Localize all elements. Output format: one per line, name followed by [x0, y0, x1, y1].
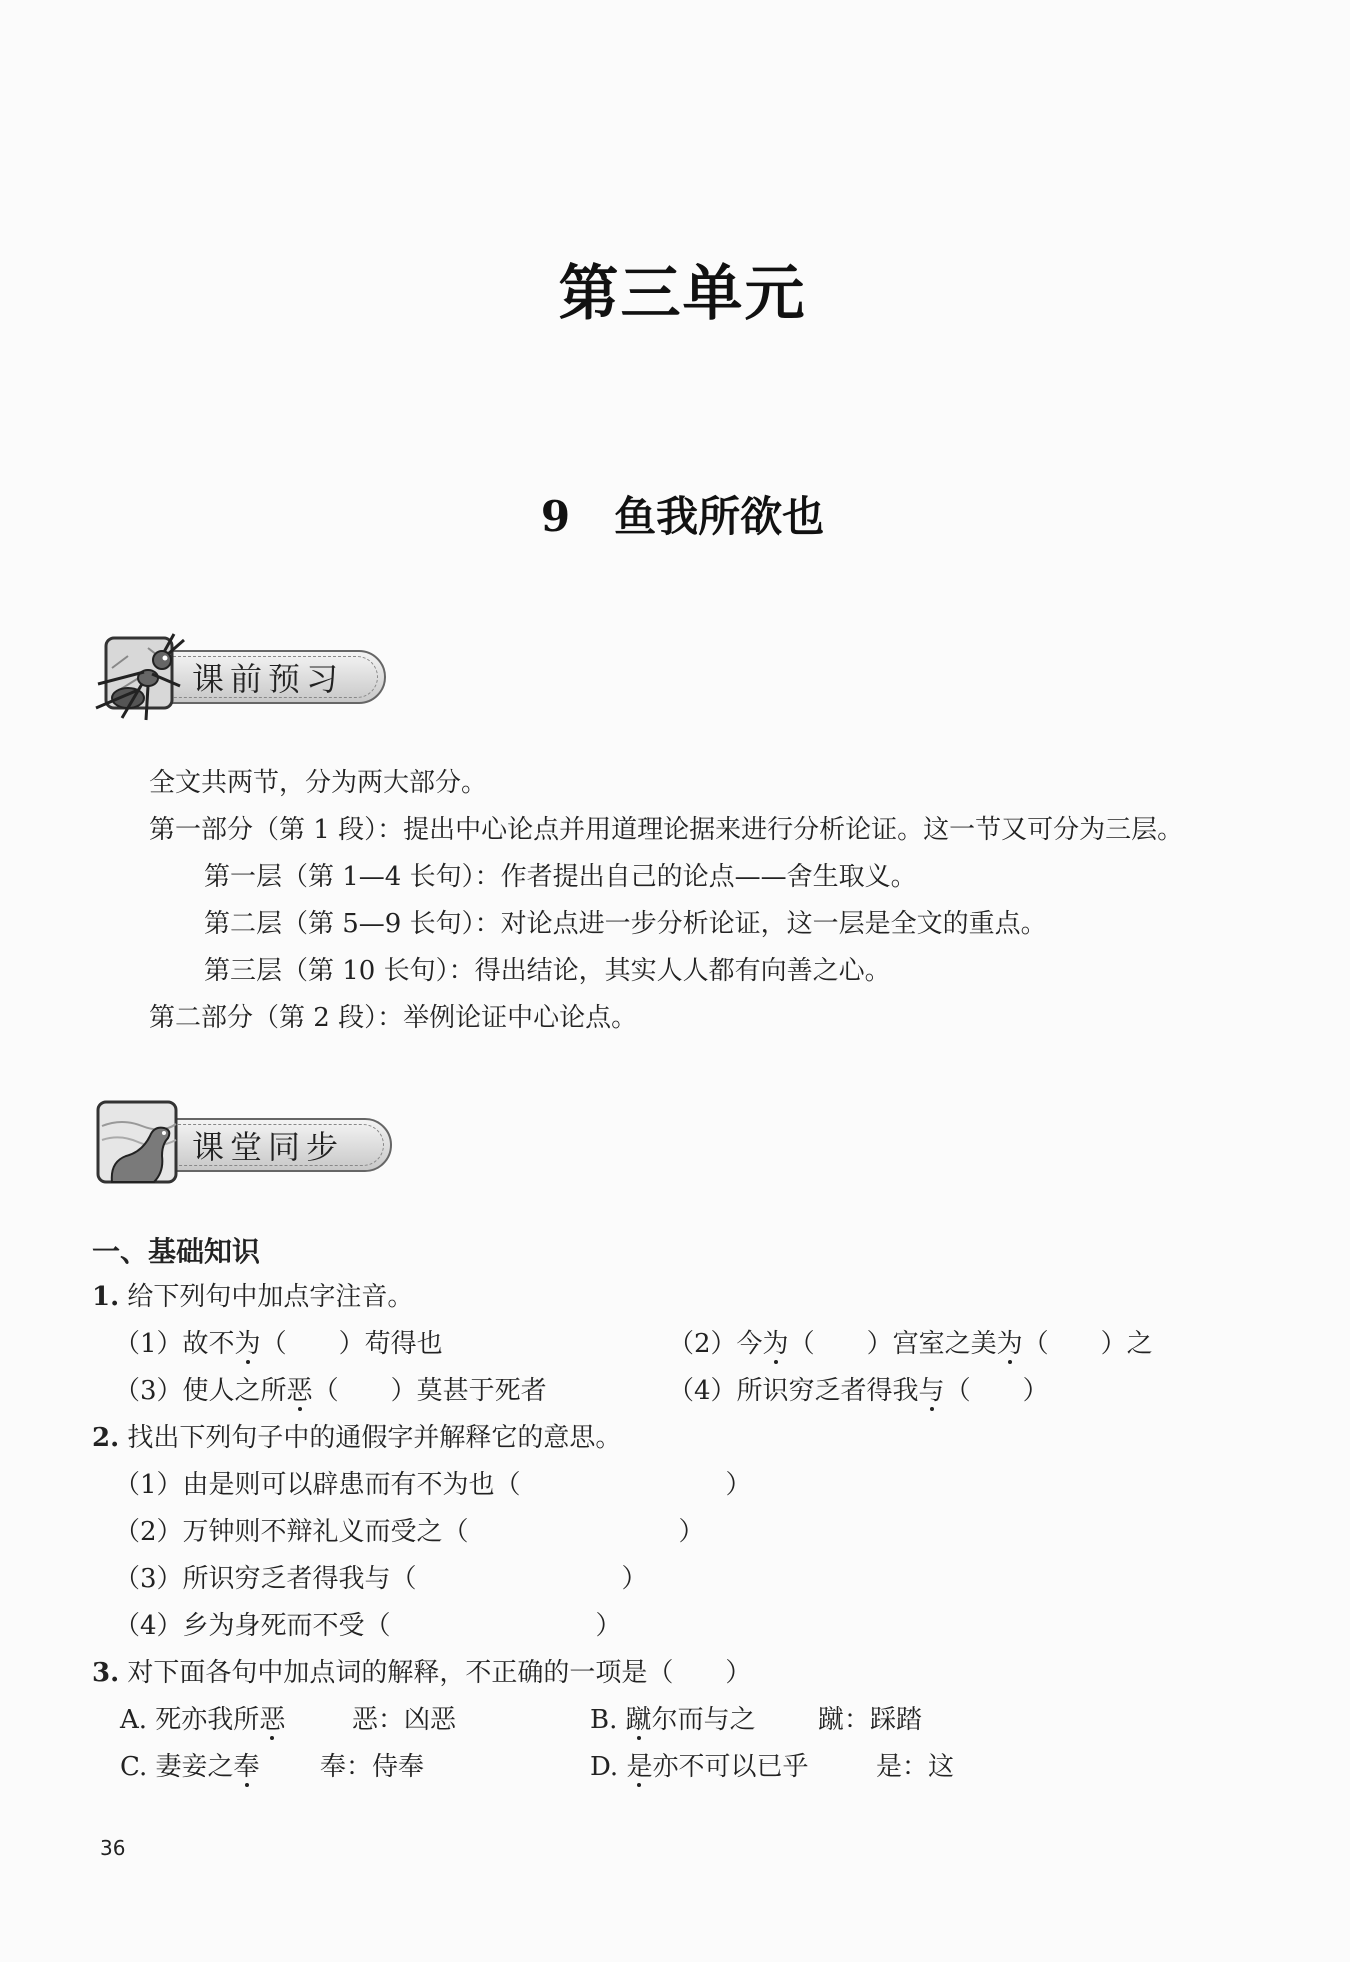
q2-item-2 — [114, 1509, 705, 1556]
preview-line-6: 第二部分（第 2 段）：举例论证中心论点。 — [149, 1003, 638, 1033]
preview-line-4: 第二层（第 5—9 长句）：对论点进一步分析论证，这一层是全文的重点。 — [204, 909, 1047, 939]
question-2 — [92, 1415, 621, 1462]
unit-title: 第三单元 — [558, 259, 807, 329]
item-text: ） — [725, 1470, 752, 1500]
classroom-banner-label: 课堂同步 — [192, 1128, 345, 1166]
item-text: ） — [678, 1517, 705, 1547]
item-text: （3）所识穷乏者得我与（ — [114, 1564, 417, 1594]
dotted-char: 蹴 — [625, 1705, 652, 1735]
section-heading: 一、基础知识 — [92, 1235, 261, 1268]
q1-item-2 — [668, 1321, 1153, 1368]
ant-icon — [92, 628, 188, 724]
dotted-char: 为 — [234, 1329, 261, 1359]
item-text: （ ） — [944, 1376, 1049, 1406]
question-number: 2. — [92, 1423, 120, 1453]
item-text: （ ）苟得也 — [260, 1329, 443, 1359]
item-text: （4）所识穷乏者得我 — [668, 1376, 919, 1406]
option-c[interactable] — [120, 1744, 260, 1791]
dotted-char: 与 — [918, 1376, 945, 1406]
option-d[interactable] — [590, 1744, 808, 1791]
dotted-char: 恶 — [286, 1376, 313, 1406]
preview-line-3: 第一层（第 1—4 长句）：作者提出自己的论点——舍生取义。 — [204, 862, 917, 892]
question-number: 1. — [92, 1282, 120, 1312]
option-text: D. — [590, 1752, 627, 1782]
preview-line-1: 全文共两节，分为两大部分。 — [149, 768, 488, 798]
q2-item-1 — [114, 1462, 752, 1509]
item-text: （2）今 — [668, 1329, 763, 1359]
item-text: （ ）宫室之美 — [788, 1329, 997, 1359]
option-text: 尔而与之 — [651, 1705, 756, 1735]
question-1 — [92, 1274, 413, 1321]
item-text: （2）万钟则不辩礼义而受之（ — [114, 1517, 469, 1547]
dotted-char: 奉 — [233, 1752, 260, 1782]
preview-banner-label: 课前预习 — [192, 660, 345, 698]
item-text: （1）故不 — [114, 1329, 235, 1359]
lesson-title — [0, 484, 1350, 544]
question-3 — [92, 1650, 751, 1697]
lesson-name: 鱼我所欲也 — [614, 492, 825, 541]
option-b-gloss: 蹴：踩踏 — [818, 1705, 923, 1735]
dotted-char: 是 — [626, 1752, 653, 1782]
item-text: ） — [595, 1611, 622, 1641]
preview-banner — [92, 628, 392, 724]
option-b[interactable] — [590, 1697, 756, 1744]
page-number: 36 — [100, 1836, 126, 1860]
dinosaur-icon — [92, 1096, 188, 1192]
option-a-gloss: 恶：凶恶 — [352, 1705, 457, 1735]
preview-line-2: 第一部分（第 1 段）：提出中心论点并用道理论据来进行分析论证。这一节又可分为三层。 — [149, 815, 1184, 845]
dotted-char: 为 — [996, 1329, 1023, 1359]
item-text: （3）使人之所 — [114, 1376, 287, 1406]
classroom-banner — [92, 1096, 402, 1192]
item-text: （1）由是则可以辟患而有不为也（ — [114, 1470, 521, 1500]
q1-item-3 — [114, 1368, 547, 1415]
option-text: B. — [590, 1705, 626, 1735]
preview-line-5: 第三层（第 10 长句）：得出结论，其实人人都有向善之心。 — [204, 956, 891, 986]
lesson-number: 9 — [540, 492, 571, 541]
option-c-gloss: 奉：侍奉 — [320, 1752, 425, 1782]
option-text: 亦不可以已乎 — [652, 1752, 809, 1782]
item-text: （4）乡为身死而不受（ — [114, 1611, 391, 1641]
q1-item-4 — [668, 1368, 1049, 1415]
option-d-gloss: 是：这 — [876, 1752, 955, 1782]
q1-item-1 — [114, 1321, 443, 1368]
q2-item-3 — [114, 1556, 648, 1603]
question-number: 3. — [92, 1658, 120, 1688]
question-stem: 对下面各句中加点词的解释，不正确的一项是（ ） — [127, 1658, 752, 1688]
item-text: （ ）莫甚于死者 — [312, 1376, 547, 1406]
item-text: （ ）之 — [1022, 1329, 1153, 1359]
dotted-char: 恶 — [259, 1705, 286, 1735]
option-a[interactable] — [120, 1697, 285, 1744]
option-text: C. 妻妾之 — [120, 1752, 234, 1782]
page-number-badge — [88, 1820, 144, 1876]
option-text: A. 死亦我所 — [120, 1705, 260, 1735]
q2-item-4 — [114, 1603, 622, 1650]
dotted-char: 为 — [762, 1329, 789, 1359]
question-stem: 找出下列句子中的通假字并解释它的意思。 — [127, 1423, 622, 1453]
item-text: ） — [621, 1564, 648, 1594]
question-stem: 给下列句中加点字注音。 — [127, 1282, 414, 1312]
